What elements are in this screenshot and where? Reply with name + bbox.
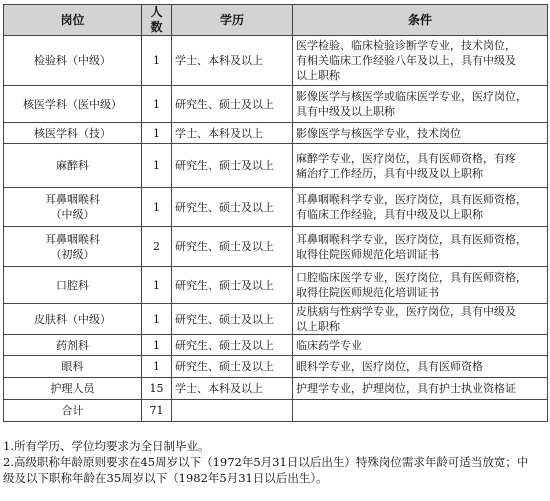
- requirement-line: 眼科学专业，医疗岗位，具有医师资格: [296, 360, 483, 373]
- cell-position: [4, 36, 142, 86]
- table-header-row: [4, 5, 548, 36]
- table-row: [4, 267, 548, 304]
- position-line: 皮肤科（中级）: [34, 312, 111, 326]
- cell-education: 研究生、硕士及以上: [172, 86, 293, 123]
- position-line: 核医学科（技）: [34, 126, 111, 140]
- table-row: [4, 304, 548, 335]
- position-line: 口腔科: [56, 278, 89, 292]
- cell-requirements: [293, 86, 548, 123]
- cell-education: 学士、本科及以上: [172, 36, 293, 86]
- cell-education: 研究生、硕士及以上: [172, 335, 293, 356]
- requirement-line: 临床药学专业: [296, 338, 362, 352]
- position-line: （中级）: [50, 208, 95, 221]
- requirement-line: 取得住院医师规范化培训证书: [296, 247, 439, 261]
- cell-education: 学士、本科及以上: [172, 123, 293, 144]
- cell-position: [4, 144, 142, 188]
- cell-count: 1: [142, 335, 172, 356]
- header-education: 学历: [172, 5, 293, 36]
- table-row: [4, 123, 548, 144]
- requirement-line: 具有中级及以上职称: [296, 105, 395, 118]
- cell-position: [4, 335, 142, 356]
- table-row: [4, 36, 548, 86]
- table-row: [4, 144, 548, 188]
- header-position: 岗位: [4, 5, 142, 36]
- requirement-line: 护理学专业，护理岗位，具有护士执业资格证: [296, 382, 516, 395]
- total-label: 合计: [4, 400, 142, 422]
- cell-count: 1: [142, 123, 172, 144]
- requirement-line: 口腔临床医学专业，医疗岗位，具有医师资格，: [296, 271, 527, 284]
- requirement-line: 影像医学与核医学专业，技术岗位: [296, 126, 461, 140]
- position-line: （初级）: [50, 247, 95, 261]
- cell-count: 1: [142, 356, 172, 378]
- requirement-line: 影像医学与核医学或临床医学专业，医疗岗位，: [296, 90, 527, 103]
- requirement-line: 有临床工作经验，具有中级及以上职称: [296, 208, 483, 221]
- cell-education: 研究生、硕士及以上: [172, 188, 293, 227]
- cell-position: [4, 86, 142, 123]
- cell-requirements: [293, 267, 548, 304]
- cell-count: 1: [142, 144, 172, 188]
- cell-education: 研究生、硕士及以上: [172, 267, 293, 304]
- requirement-line: 耳鼻咽喉科学专业，医疗岗位，具有医师资格，: [296, 193, 527, 206]
- requirement-line: 医学检验、临床检验诊断学专业，技术岗位，: [296, 39, 516, 52]
- cell-count: 1: [142, 304, 172, 335]
- table-total-row: [4, 400, 548, 422]
- footnote-line: 级及以下职称年龄在35周岁以下（1982年5月31日以后出生）。: [3, 471, 328, 485]
- position-line: 检验科（中级）: [34, 54, 111, 67]
- recruitment-table: [3, 4, 548, 422]
- footnotes: [3, 438, 547, 486]
- position-line: 核医学科（医中级）: [23, 97, 122, 111]
- table-row: [4, 227, 548, 267]
- table-row: [4, 335, 548, 356]
- cell-requirements: [293, 304, 548, 335]
- cell-education: 研究生、硕士及以上: [172, 227, 293, 267]
- cell-requirements: [293, 36, 548, 86]
- table-row: [4, 86, 548, 123]
- requirement-line: 以上职称: [296, 320, 340, 333]
- cell-requirements: [293, 378, 548, 400]
- cell-requirements: [293, 356, 548, 378]
- requirement-line: 耳鼻咽喉科学专业，医疗岗位，具有医师资格，: [296, 232, 527, 246]
- cell-count: 2: [142, 227, 172, 267]
- cell-count: 1: [142, 188, 172, 227]
- total-count: 71: [142, 400, 172, 422]
- cell-requirements: [293, 227, 548, 267]
- position-line: 药剂科: [56, 338, 89, 352]
- cell-requirements: [293, 188, 548, 227]
- total-education: [172, 400, 293, 422]
- position-line: 耳鼻咽喉科: [45, 193, 100, 206]
- cell-education: 研究生、硕士及以上: [172, 144, 293, 188]
- cell-education: 研究生、硕士及以上: [172, 356, 293, 378]
- cell-count: 15: [142, 378, 172, 400]
- table-row: [4, 356, 548, 378]
- requirement-line: 取得住院医师规范化培训证书: [296, 286, 439, 299]
- cell-position: [4, 378, 142, 400]
- requirement-line: 皮肤病与性病学专业，医疗岗位，具有中级及: [296, 305, 516, 318]
- cell-count: 1: [142, 86, 172, 123]
- cell-position: [4, 227, 142, 267]
- footnote-line: 1.所有学历、学位均要求为全日制毕业。: [3, 439, 210, 453]
- cell-requirements: [293, 123, 548, 144]
- cell-position: [4, 356, 142, 378]
- cell-position: [4, 304, 142, 335]
- cell-requirements: [293, 335, 548, 356]
- header-requirements: 条件: [293, 5, 548, 36]
- cell-education: 学士、本科及以上: [172, 378, 293, 400]
- position-line: 护理人员: [50, 382, 95, 395]
- position-line: 耳鼻咽喉科: [45, 232, 100, 246]
- cell-position: [4, 267, 142, 304]
- header-count: 人数: [142, 5, 172, 36]
- position-line: 麻醉科: [56, 159, 89, 172]
- requirement-line: 以上职称: [296, 69, 340, 82]
- cell-count: 1: [142, 267, 172, 304]
- requirement-line: 麻醉学专业，医疗岗位，具有医师资格，有疼: [296, 151, 516, 165]
- footnote-line: 2.高级职称年龄原则要求在45周岁以下（1972年5月31日以后出生）特殊岗位需求年龄可适当放宽；中: [3, 455, 529, 469]
- requirement-line: 痛治疗工作经历，具有中级及以上职称: [296, 166, 483, 180]
- table-row: [4, 188, 548, 227]
- total-requirements: [293, 400, 548, 422]
- cell-education: 研究生、硕士及以上: [172, 304, 293, 335]
- requirement-line: 有相关临床工作经验八年及以上，具有中级及: [296, 54, 516, 67]
- cell-requirements: [293, 144, 548, 188]
- cell-position: [4, 123, 142, 144]
- position-line: 眼科: [61, 360, 84, 373]
- cell-count: 1: [142, 36, 172, 86]
- cell-position: [4, 188, 142, 227]
- table-row: [4, 378, 548, 400]
